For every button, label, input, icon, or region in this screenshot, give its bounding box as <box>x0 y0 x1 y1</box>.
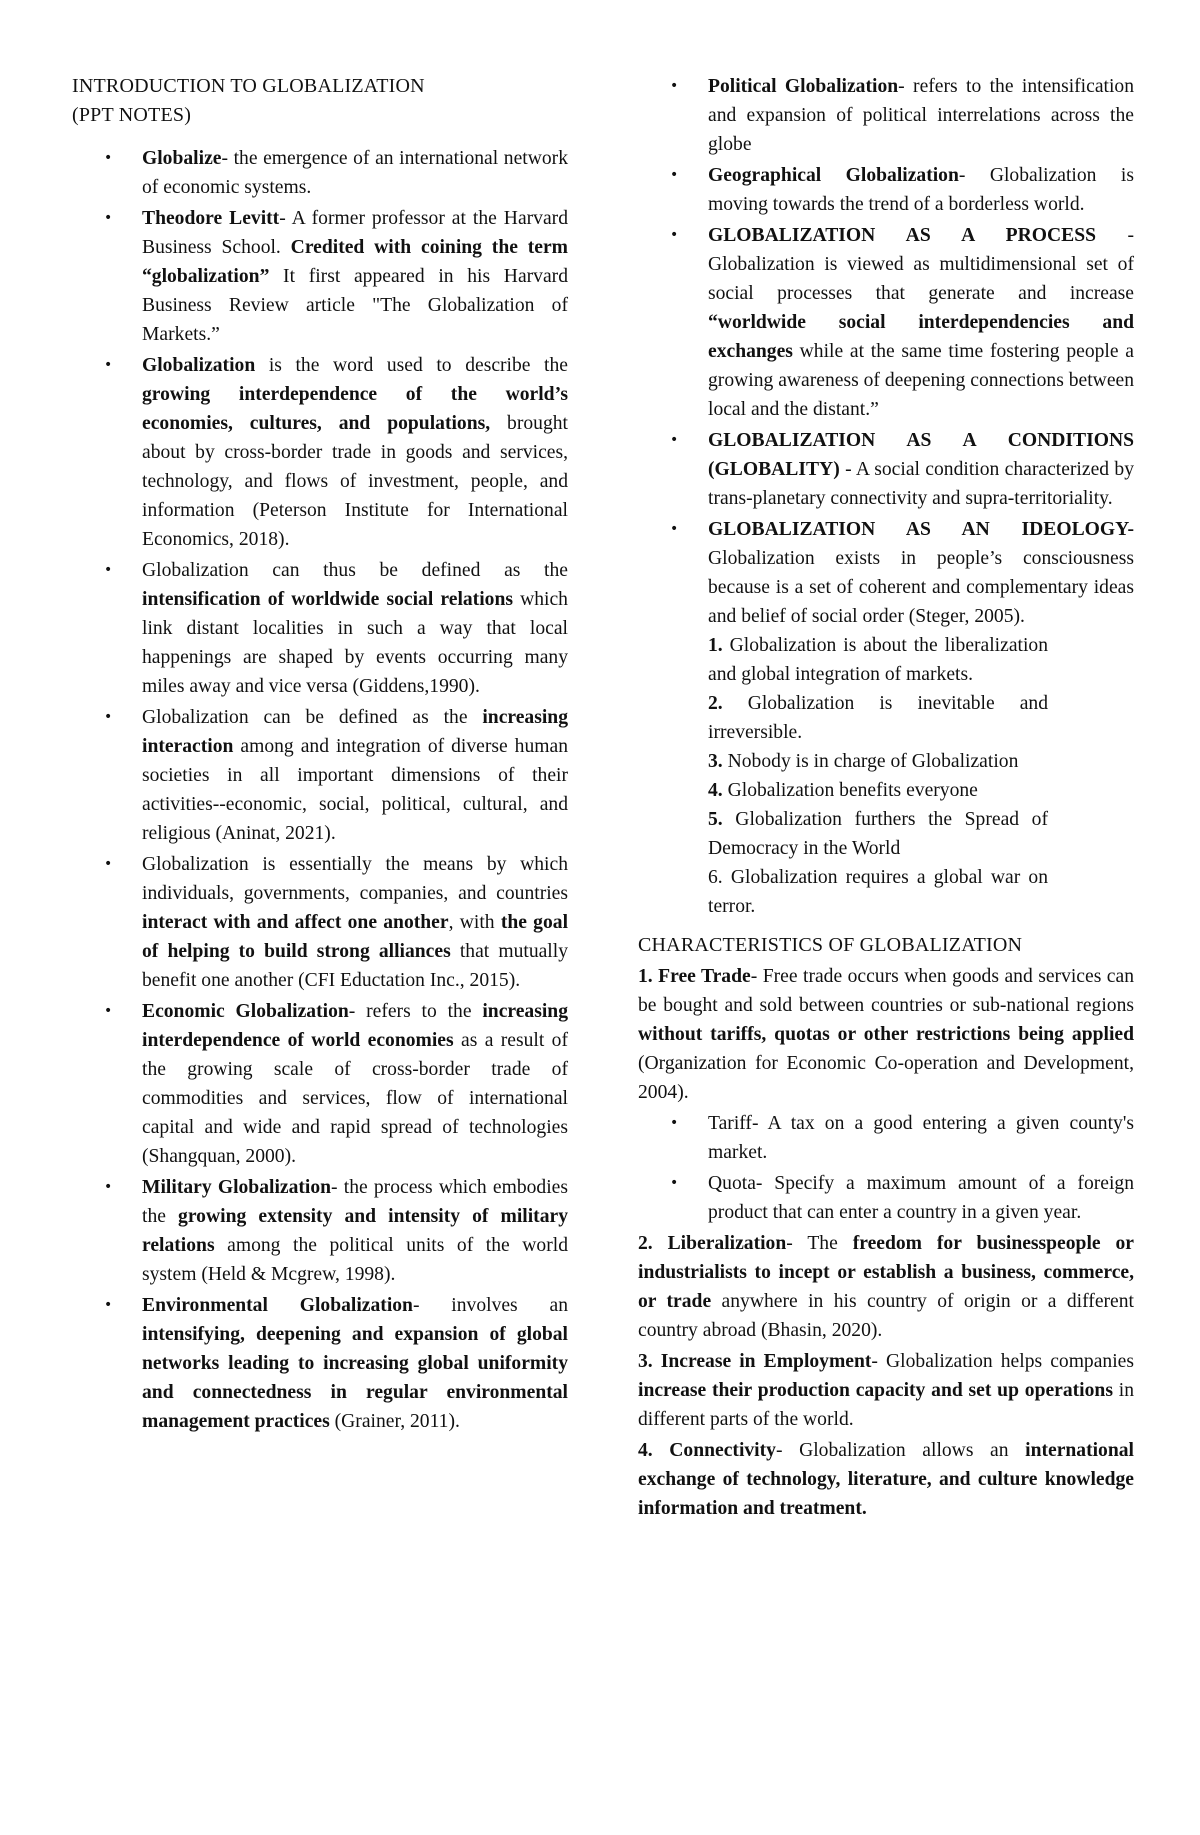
page-title <box>72 72 568 130</box>
list-item: • Globalization is the word used to describe the growing interdependence of the world’s economies, cultures, and populations, brought about by cross-border trade in goods and services, technology, and flows of investment, people, and information (Peterson Institute for International Economics, 2018). <box>72 351 568 554</box>
list-item: • Tariff- A tax on a good entering a given county's market. <box>638 1109 1134 1167</box>
list-item: • Quota- Specify a maximum amount of a foreign product that can enter a country in a given year. <box>638 1169 1134 1227</box>
list-item: • Environmental Globalization- involves an intensifying, deepening and expansion of global networks leading to increasing global uniformity and connectedness in regular environmental management practices (Grainer, 2011). <box>72 1291 568 1436</box>
list-item: • GLOBALIZATION AS A PROCESS - Globalization is viewed as multidimensional set of social processes that generate and increase “worldwide social interdependencies and exchanges while at the same time fostering people a growing awareness of deepening connections between local and the distant.” <box>638 221 1134 424</box>
list-item: • Globalization is essentially the means by which individuals, governments, companies, and countries interact with and affect one another, with the goal of helping to build strong alliances that mutually benefit one another (CFI Eductation Inc., 2015). <box>72 850 568 995</box>
list-item: • GLOBALIZATION AS AN IDEOLOGY- Globalization exists in people’s consciousness because is a set of coherent and complementary ideas and belief of social order (Steger, 2005). 1. Globalization is about the liberalization and global integration of markets. 2. Globalization is inevitable and irreversible. 3. Nobody is in charge of Globalization 4. Globalization benefits everyone 5. Globalization furthers the Spread of Democracy in the World 6. Globalization requires a global war on terror. <box>638 515 1134 921</box>
title-line-1: INTRODUCTION TO GLOBALIZATION <box>72 75 425 97</box>
list-item: • Theodore Levitt- A former professor at the Harvard Business School. Credited with coining the term “globalization” It first appeared in his Harvard Business Review article "The Globalization of Markets.” <box>72 204 568 349</box>
characteristic-connectivity: 4. Connectivity- Globalization allows an international exchange of technology, literature, and culture knowledge information and treatment. <box>638 1440 1134 1519</box>
characteristics-heading: CHARACTERISTICS OF GLOBALIZATION <box>638 934 1023 956</box>
list-item: • Political Globalization- refers to the intensification and expansion of political interrelations across the globe <box>638 72 1134 159</box>
list-item: 3. Nobody is in charge of Globalization <box>708 751 1019 772</box>
list-item: 4. Globalization benefits everyone <box>708 780 978 801</box>
characteristic-liberalization: 2. Liberalization- The freedom for businesspeople or industrialists to incept or establish a business, commerce, or trade anywhere in his country of origin or a different country abroad (Bhasin, 2020). <box>638 1233 1134 1341</box>
list-item: • Military Globalization- the process which embodies the growing extensity and intensity of military relations among the political units of the world system (Held & Mcgrew, 1998). <box>72 1173 568 1289</box>
characteristic-employment: 3. Increase in Employment- Globalization helps companies increase their production capacity and set up operations in different parts of the world. <box>638 1351 1134 1430</box>
list-item: • Economic Globalization- refers to the increasing interdependence of world economies as a result of the growing scale of cross-border trade of commodities and services, flow of international capital and wide and rapid spread of technologies (Shangquan, 2000). <box>72 997 568 1171</box>
list-item: • Globalize- the emergence of an international network of economic systems. <box>72 144 568 202</box>
list-item: • Globalization can thus be defined as the intensification of worldwide social relations which link distant localities in such a way that local happenings are shaped by events occurring many miles away and vice versa (Giddens,1990). <box>72 556 568 701</box>
right-column <box>638 72 1134 1525</box>
right-bullet-list <box>638 72 1134 921</box>
list-item: 2. Globalization is inevitable and irreversible. <box>708 693 1048 743</box>
list-item: • Geographical Globalization- Globalization is moving towards the trend of a borderless world. <box>638 161 1134 219</box>
characteristic-free-trade: 1. Free Trade- Free trade occurs when goods and services can be bought and sold between countries or sub-national regions without tariffs, quotas or other restrictions being applied (Organization for Economic Co-operation and Development, 2004). <box>638 966 1134 1103</box>
list-item: 6. Globalization requires a global war on terror. <box>708 867 1048 917</box>
list-item: • Globalization can be defined as the increasing interaction among and integration of diverse human societies in all important dimensions of their activities--economic, social, political, cultural, and religious (Aninat, 2021). <box>72 703 568 848</box>
list-item: 1. Globalization is about the liberalization and global integration of markets. <box>708 635 1048 685</box>
list-item: 5. Globalization furthers the Spread of Democracy in the World <box>708 809 1048 859</box>
left-column <box>72 72 568 1438</box>
title-line-2: (PPT NOTES) <box>72 104 192 126</box>
free-trade-sub-list <box>638 1109 1134 1227</box>
ideology-numbered-list <box>708 631 1134 921</box>
left-bullet-list <box>72 144 568 1436</box>
list-item: • GLOBALIZATION AS A CONDITIONS (GLOBALITY) - A social condition characterized by trans-planetary connectivity and supra-territoriality. <box>638 426 1134 513</box>
